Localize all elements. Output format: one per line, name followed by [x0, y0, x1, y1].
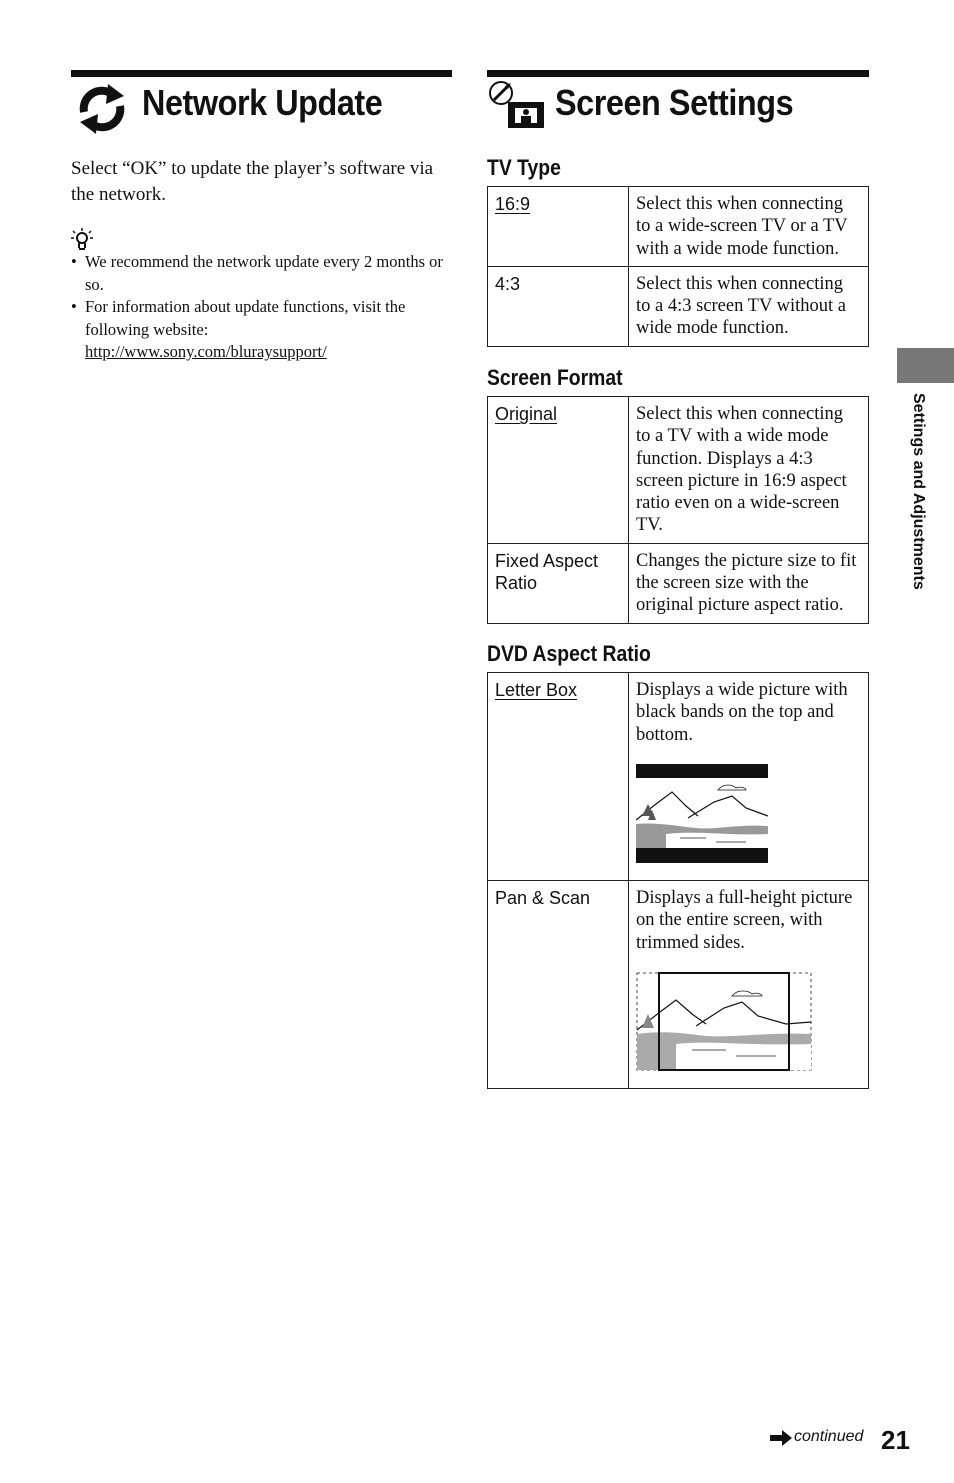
dvd-aspect-heading: DVD Aspect Ratio — [487, 641, 651, 666]
page-number: 21 — [881, 1425, 910, 1455]
side-tab-label: Settings and Adjustments — [910, 393, 927, 590]
side-tab-marker — [897, 348, 954, 383]
table-row — [488, 187, 869, 267]
hint-icon — [71, 228, 93, 252]
hint-item: • We recommend the network update every 2 months or so. — [71, 251, 451, 296]
option-desc: Displays a full-height picture on the entire screen, with trimmed sides. — [636, 888, 853, 953]
option-desc: Select this when connecting to a 4:3 screen TV without a wide mode function. — [629, 266, 869, 346]
support-url-link[interactable]: http://www.sony.com/bluraysupport/ — [85, 342, 327, 361]
continued-label: continued — [794, 1428, 864, 1445]
screen-settings-icon — [488, 80, 546, 130]
refresh-icon — [72, 82, 132, 136]
tv-type-table — [487, 186, 869, 347]
option-desc: Changes the picture size to fit the screen size with the original picture aspect ratio. — [629, 543, 869, 623]
pan-scan-illustration — [636, 972, 812, 1071]
hint-list — [71, 251, 451, 364]
option-original[interactable]: Original — [495, 404, 558, 424]
table-row — [488, 673, 869, 881]
screen-settings-title: Screen Settings — [555, 82, 794, 123]
screen-format-table — [487, 396, 869, 624]
option-desc: Select this when connecting to a wide-screen TV or a TV with a wide mode function. — [629, 187, 869, 267]
network-update-body: Select “OK” to update the player’s software via the network. — [71, 158, 434, 205]
table-row — [488, 266, 869, 346]
table-row — [488, 543, 869, 623]
network-update-rule — [71, 70, 452, 77]
option-letter-box[interactable]: Letter Box — [495, 680, 578, 700]
option-desc: Displays a wide picture with black bands on the top and bottom. — [636, 680, 848, 745]
option-fixed-aspect-ratio[interactable]: Fixed Aspect Ratio — [488, 543, 629, 623]
table-row — [488, 397, 869, 544]
arrow-right-icon — [770, 1430, 792, 1446]
option-16-9[interactable]: 16:9 — [495, 194, 531, 214]
option-desc: Select this when connecting to a TV with a wide mode function. Displays a 4:3 screen picture in 16:9 aspect ratio even on a wide-screen TV. — [629, 397, 869, 544]
hint-item: • For information about update functions, visit the following website: http://www.sony.com/bluraysupport/ — [71, 296, 451, 364]
letterbox-illustration — [636, 764, 768, 863]
option-pan-scan[interactable]: Pan & Scan — [488, 881, 629, 1089]
screen-settings-rule — [487, 70, 869, 77]
tv-type-heading: TV Type — [487, 155, 561, 180]
option-4-3[interactable]: 4:3 — [488, 266, 629, 346]
table-row — [488, 881, 869, 1089]
dvd-aspect-table — [487, 672, 869, 1089]
screen-format-heading: Screen Format — [487, 365, 623, 390]
network-update-title: Network Update — [142, 82, 383, 123]
